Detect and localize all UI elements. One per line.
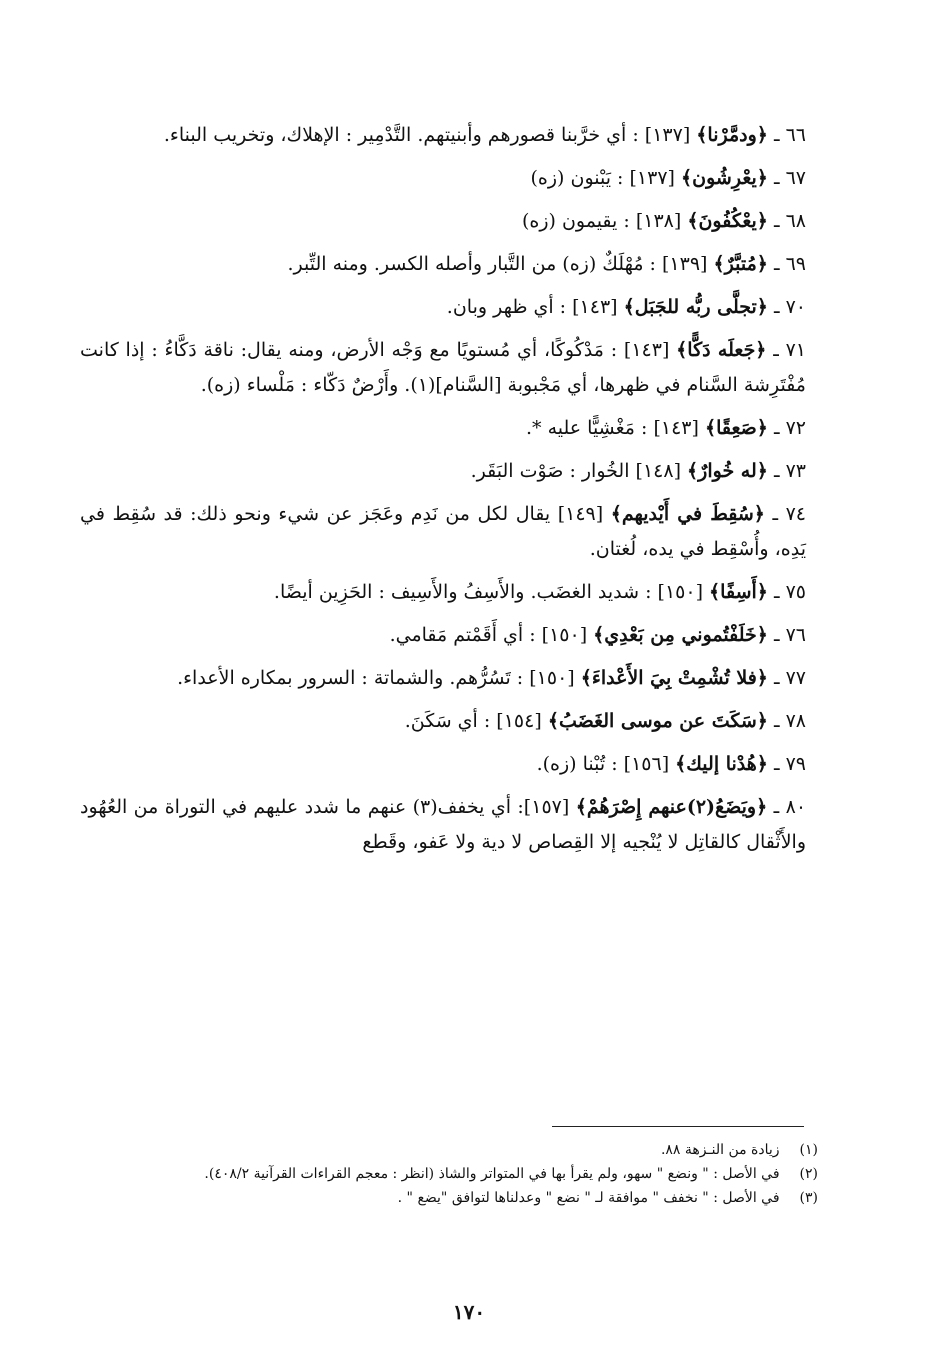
quran-phrase: ﴿يعْرِشُون﴾ bbox=[681, 167, 768, 189]
entry-66 bbox=[80, 118, 806, 153]
quran-phrase: ﴿جَعلَه دَكًّا﴾ bbox=[676, 339, 767, 361]
entry-gloss: [١٥٧]: أي يخفف(٣) عنهم ما شدد عليهم في التوراة من العُهُود والأَثْقال كالقاتِل لا يُنْجيه إلا القِصاص لا دية ولا عَفو، وقَطع bbox=[80, 796, 806, 853]
entry-77 bbox=[80, 661, 806, 696]
entry-gloss: [١٥٤] : أي سَكَنَ. bbox=[404, 710, 542, 732]
entry-72 bbox=[80, 411, 806, 446]
entry-76 bbox=[80, 618, 806, 653]
entry-gloss: [١٤٩] يقال لكل من نَدِم وعَجَز عن شيء ونحو ذلك: قد سُقِط في يَدِه، وأُسْقِط في يده، لُغتان. bbox=[80, 503, 806, 560]
entry-number: ٧١ ـ bbox=[773, 339, 806, 361]
footnote-number: (٣) bbox=[799, 1190, 818, 1206]
entry-67 bbox=[80, 161, 806, 196]
entry-number: ٧٣ ـ bbox=[773, 460, 806, 482]
entry-number: ٧٤ ـ bbox=[772, 503, 807, 525]
entry-78 bbox=[80, 704, 806, 739]
main-text bbox=[80, 118, 806, 868]
footnote-number: (٢) bbox=[799, 1166, 818, 1182]
entry-number: ٨٠ ـ bbox=[773, 796, 807, 818]
entry-gloss: [١٣٧] : أي خرَّبنا قصورهم وأبنيتهم. التَّدْمِير : الإهلاك، وتخريب البناء. bbox=[163, 124, 691, 146]
footnotes bbox=[80, 1138, 818, 1210]
page-number: ١٧٠ bbox=[452, 1300, 486, 1324]
entry-number: ٧٢ ـ bbox=[773, 417, 806, 439]
entry-75 bbox=[80, 575, 806, 610]
quran-phrase: ﴿ويَضَعُ(٢)عنهم إِصْرَهُمْ﴾ bbox=[575, 796, 768, 818]
entry-69 bbox=[80, 247, 806, 282]
entry-gloss: [١٣٩] : مُهْلَكٌ (زه) من التَّبار وأصله الكسر. ومنه التِّبر. bbox=[287, 253, 708, 275]
entry-number: ٦٧ ـ bbox=[773, 167, 806, 189]
quran-phrase: ﴿يعْكُفُونَ﴾ bbox=[687, 210, 768, 232]
quran-phrase: ﴿سُقِطَ في أَيْديهم﴾ bbox=[610, 503, 765, 525]
quran-phrase: ﴿تجلَّى ربُّه للجَبَل﴾ bbox=[623, 296, 768, 318]
entry-gloss: [١٤٣] : مَدْكُوكًا، أي مُستويًا مع وَجْه الأرض، ومنه يقال: ناقة دَكَّاءُ : إذا كانت مُفْتَرِشة السَّنام في ظهرها، أي مَجْبوبة [السَّنام](١). وأَرْضٌ دَكّاء : مَلْساء (زه). bbox=[80, 339, 806, 396]
entry-73 bbox=[80, 454, 806, 489]
entry-number: ٧٦ ـ bbox=[773, 624, 806, 646]
entry-70 bbox=[80, 290, 806, 325]
entry-number: ٦٩ ـ bbox=[773, 253, 806, 275]
quran-phrase: ﴿خَلَفْتُموني مِن بَعْدِي﴾ bbox=[593, 624, 768, 646]
quran-phrase: ﴿أَسِفًا﴾ bbox=[709, 581, 768, 603]
entry-gloss: [١٤٨] الخُوار : صَوْت البَقَر. bbox=[470, 460, 681, 482]
entry-80 bbox=[80, 790, 806, 860]
quran-phrase: ﴿ودمَّرْنا﴾ bbox=[696, 124, 768, 146]
entry-number: ٦٦ ـ bbox=[773, 124, 806, 146]
entry-gloss: [١٥٠] : شديد الغضَب. والأَسِفُ والأَسِيف : الحَزِين أيضًا. bbox=[273, 581, 703, 603]
entry-gloss: [١٥٠] : أي أَقَمْتم مَقامي. bbox=[389, 624, 588, 646]
entry-number: ٧٧ ـ bbox=[773, 667, 806, 689]
entry-gloss: [١٤٣] : أي ظهر وبان. bbox=[446, 296, 618, 318]
quran-phrase: ﴿صَعِقًا﴾ bbox=[704, 417, 768, 439]
footnote bbox=[80, 1162, 818, 1186]
footnote bbox=[80, 1186, 818, 1210]
footnote bbox=[80, 1138, 818, 1162]
entry-number: ٧٩ ـ bbox=[773, 753, 806, 775]
footnote-text: زيادة من النـزهة ٨٨. bbox=[660, 1142, 780, 1158]
entry-79 bbox=[80, 747, 806, 782]
entry-number: ٧٥ ـ bbox=[773, 581, 806, 603]
footnote-text: في الأصل : " ونضع " سهو، ولم يقرأ بها في المتواتر والشاذ (انظر : معجم القراءات القرآنية ٤٠٨/٢). bbox=[204, 1166, 780, 1182]
footnote-number: (١) bbox=[799, 1142, 818, 1158]
quran-phrase: ﴿سَكَتَ عن موسى الغَضَبُ﴾ bbox=[547, 710, 768, 732]
footnote-separator bbox=[552, 1126, 804, 1127]
quran-phrase: ﴿مُتبَّرٌ﴾ bbox=[713, 253, 768, 275]
footnote-text: في الأصل : " نخفف " موافقة لـ " نضع " وعدلناها لتوافق "يضع " . bbox=[397, 1190, 780, 1206]
entry-68 bbox=[80, 204, 806, 239]
entry-number: ٦٨ ـ bbox=[773, 210, 806, 232]
entry-gloss: [١٣٧] : يَبْنون (زه) bbox=[530, 167, 675, 189]
quran-phrase: ﴿فلا تُشْمِتْ بِيَ الأَعْداءَ﴾ bbox=[580, 667, 768, 689]
entry-74 bbox=[80, 497, 806, 567]
entry-number: ٧٠ ـ bbox=[773, 296, 806, 318]
entry-gloss: [١٥٠] : تَسُرُّهم. والشماتة : السرور بمكاره الأعداء. bbox=[177, 667, 575, 689]
entry-gloss: [١٤٣] : مَغْشِيًّا عليه *. bbox=[525, 417, 699, 439]
entry-71 bbox=[80, 333, 806, 403]
entry-number: ٧٨ ـ bbox=[773, 710, 806, 732]
entry-gloss: [١٥٦] : تُبْنا (زه). bbox=[536, 753, 670, 775]
quran-phrase: ﴿له خُوارٌ﴾ bbox=[687, 460, 768, 482]
entry-gloss: [١٣٨] : يقيمون (زه) bbox=[521, 210, 682, 232]
quran-phrase: ﴿هُدْنا إليك﴾ bbox=[675, 753, 768, 775]
